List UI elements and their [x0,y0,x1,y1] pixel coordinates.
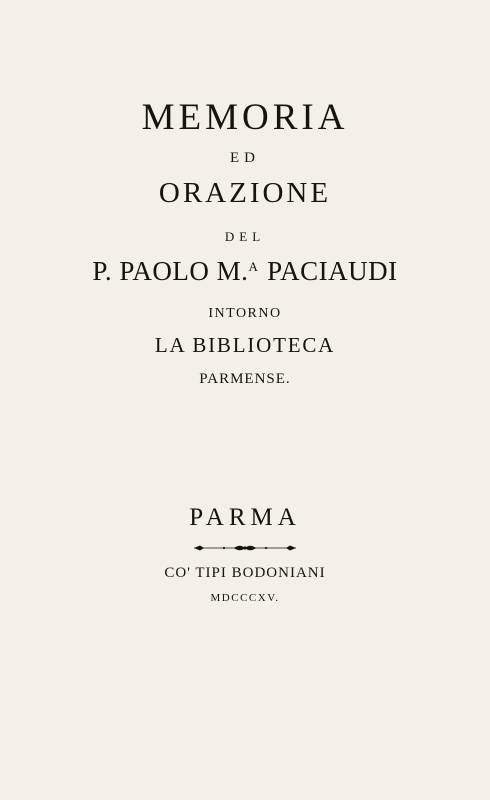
conjunction-line: ED [230,150,260,166]
preposition-line: DEL [224,229,266,244]
author-superscript: A [248,259,258,274]
subject-line-2: PARMENSE. [199,371,291,387]
imprint-printer: CO' TIPI BODONIANI [164,565,326,581]
book-subtitle: ORAZIONE [158,177,332,209]
about-line: INTORNO [208,306,282,321]
author-line [0,256,490,287]
typographic-rule-ornament-icon [0,540,490,558]
imprint-city: PARMA [189,504,301,531]
author-surname: PACIAUDI [267,256,398,286]
book-title: MEMORIA [141,97,349,138]
imprint-year: MDCCCXV. [210,592,280,604]
author-prefix: P. PAOLO M. [92,256,249,286]
subject-line: LA BIBLIOTECA [154,333,336,357]
